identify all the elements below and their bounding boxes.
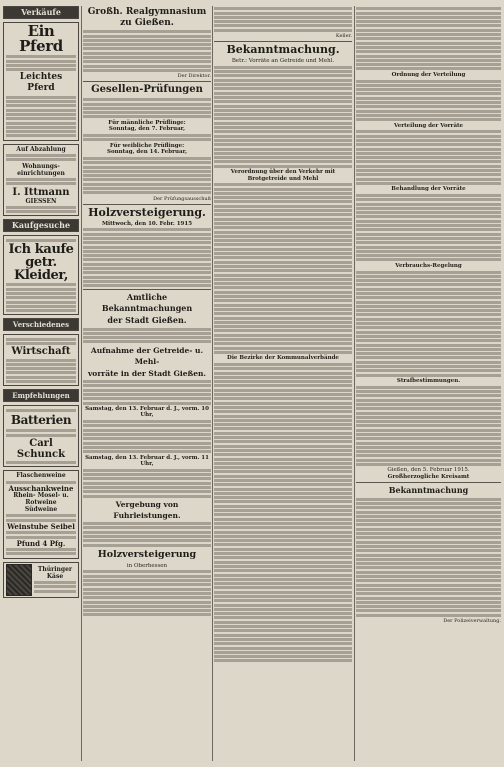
ad-text-block bbox=[6, 481, 76, 484]
notice-text bbox=[214, 7, 352, 31]
ad-batterien bbox=[3, 405, 79, 467]
ad-text-block bbox=[6, 429, 76, 436]
notices-column-4 bbox=[356, 6, 501, 761]
cheese-illustration bbox=[6, 564, 32, 596]
polizeiverwaltung-signature: Der Polizeiverwaltung. bbox=[443, 617, 501, 624]
giessen-label: GIESSEN bbox=[25, 197, 57, 205]
ad-weine bbox=[3, 470, 79, 558]
strafbestimmungen-heading: Strafbestimmungen. bbox=[396, 377, 461, 384]
divider bbox=[83, 204, 211, 205]
holzversteigerung-2-subtitle: in Oberhessen bbox=[126, 562, 168, 569]
notice-text bbox=[83, 380, 211, 404]
divider bbox=[83, 289, 211, 290]
samstag-11-uhr: Samstag, den 13. Februar d. J., vorm. 11 Uhr, bbox=[85, 454, 209, 467]
notice-text bbox=[83, 228, 211, 287]
vorraete-title: vorräte in der Stadt Gießen. bbox=[87, 368, 207, 378]
keller-signature: Keller. bbox=[335, 33, 352, 40]
sonntag-14-feb: Sonntag, den 14. Februar, bbox=[107, 149, 187, 156]
section-heading-verschiedenes bbox=[3, 318, 79, 331]
rhein-mosel-rotweine: Rhein- Mosel- u. Rotweine bbox=[13, 492, 69, 507]
notice-text bbox=[83, 420, 211, 453]
kaufgesuche-heading: Kaufgesuche bbox=[11, 220, 71, 231]
notice-text bbox=[83, 522, 211, 546]
auf-abzahlung: Auf Abzahlung bbox=[16, 145, 66, 153]
bekanntmachung-title: Bekanntmachung. bbox=[226, 43, 340, 57]
ich-kaufe-title: Ich kaufe getr. Kleider, bbox=[8, 242, 74, 284]
verbrauchsregelung-heading: Verbrauchs-Regelung bbox=[395, 262, 462, 269]
wirtschaft-title: Wirtschaft bbox=[11, 346, 71, 358]
notice-text bbox=[356, 271, 501, 377]
date-line: Gießen, den 5. Februar 1915. bbox=[387, 467, 470, 474]
carl-schunck: Carl Schunck bbox=[16, 437, 66, 460]
notice-text bbox=[83, 98, 211, 118]
section-heading-verkaeufe bbox=[3, 6, 79, 19]
leichtes-pferd-title: Leichtes Pferd bbox=[19, 72, 63, 94]
notice-text bbox=[214, 183, 352, 354]
ordnung-heading: Ordnung der Verteilung bbox=[391, 71, 466, 78]
gesellen-pruefungen-title: Gesellen-Prüfungen bbox=[91, 84, 203, 96]
notice-text bbox=[83, 328, 211, 344]
ad-text-block bbox=[6, 239, 76, 242]
ad-wirtschaft bbox=[3, 334, 79, 386]
classifieds-column bbox=[3, 6, 79, 761]
holzversteigerung-title: Holzversteigerung. bbox=[88, 205, 206, 219]
ad-ich-kaufe bbox=[3, 235, 79, 315]
ein-pferd-title: Ein Pferd bbox=[19, 22, 63, 55]
direktor-signature: Der Direktor. bbox=[177, 73, 211, 80]
verkaeufe-heading: Verkäufe bbox=[21, 7, 61, 17]
notice-text bbox=[83, 134, 211, 141]
notice-text bbox=[356, 386, 501, 466]
maennliche-pruefling-heading: Für männliche Prüflinge: bbox=[108, 119, 186, 126]
ad-text-block bbox=[6, 338, 76, 345]
thueringer-kaese: Thüringer Käse bbox=[37, 565, 73, 580]
samstag-10-uhr: Samstag, den 13. Februar d. J., vorm. 10 Uhr, bbox=[85, 405, 209, 419]
flaschenweine: Flaschenweine bbox=[16, 472, 66, 480]
section-heading-kaufgesuche bbox=[3, 219, 79, 232]
bekanntmachung-2-title: Bekanntmachung bbox=[388, 485, 469, 496]
ad-text-block bbox=[6, 461, 76, 464]
kreisamt-signature: Großherzogliche Kreisamt bbox=[387, 473, 470, 480]
suedweine: Südweine bbox=[24, 506, 58, 514]
ad-text-block bbox=[34, 581, 76, 593]
notice-text bbox=[83, 570, 211, 616]
notices-column-3 bbox=[214, 6, 352, 761]
holzversteigerung-date: Mittwoch, den 10. Febr. 1915 bbox=[101, 220, 193, 227]
empfehlungen-heading: Empfehlungen bbox=[12, 391, 70, 401]
section-heading-empfehlungen bbox=[3, 389, 79, 402]
behandlung-heading: Behandlung der Vorräte bbox=[391, 186, 466, 193]
weibliche-pruefling-heading: Für weibliche Prüflinge: bbox=[109, 142, 185, 149]
aufnahme-title: Aufnahme der Getreide- u. Mehl- bbox=[90, 345, 204, 366]
ad-text-block bbox=[6, 178, 76, 185]
ad-text-block bbox=[6, 548, 76, 555]
ad-ittmann bbox=[3, 144, 79, 217]
verschiedenes-heading: Verschiedenes bbox=[12, 320, 70, 330]
pruefungsausschuss-signature: Der Prüfungsausschuß bbox=[153, 195, 211, 202]
vergebung-fuhrleistungen-title: Vergebung von Fuhrleistungen. bbox=[113, 499, 181, 520]
notice-text bbox=[356, 498, 501, 617]
divider bbox=[83, 81, 211, 82]
notice-text bbox=[356, 7, 501, 70]
ad-text-block bbox=[6, 514, 76, 521]
pfund-price: Pfund 4 Pfg. bbox=[16, 538, 66, 548]
column-rule bbox=[81, 6, 82, 761]
divider bbox=[214, 41, 352, 42]
ausschankweine: Ausschankweine bbox=[8, 484, 74, 494]
ad-text-block bbox=[6, 283, 76, 312]
notice-text bbox=[356, 130, 501, 185]
ittmann-name: I. Ittmann bbox=[12, 186, 70, 198]
notice-text bbox=[83, 30, 211, 72]
ad-text-block bbox=[6, 206, 76, 213]
realgymnasium-heading: Großh. Realgymnasium zu Gießen. bbox=[87, 7, 207, 28]
verteilung-heading: Verteilung der Vorräte bbox=[393, 122, 464, 129]
verordnung-heading: Verordnung über den Verkehr mit Brotgetreide und Mehl bbox=[230, 169, 336, 182]
column-rule bbox=[354, 6, 355, 761]
ad-thueringer-kaese bbox=[3, 562, 79, 598]
column-rule bbox=[212, 6, 213, 761]
stadt-giessen-subtitle: der Stadt Gießen. bbox=[107, 315, 187, 326]
notice-text bbox=[214, 66, 352, 168]
notice-text bbox=[214, 363, 352, 662]
wohnungseinrichtungen: Wohnungs-einrichtungen bbox=[17, 162, 65, 177]
bekanntmachung-subtitle: Betr.: Vorräte an Getreide und Mehl. bbox=[231, 58, 335, 65]
ad-text-block bbox=[6, 96, 76, 138]
kommunalverbaende-heading: Die Bezirke der Kommunalverbände bbox=[227, 355, 339, 362]
batterien-title: Batterien bbox=[10, 412, 72, 427]
notice-text bbox=[356, 80, 501, 122]
notice-text bbox=[83, 469, 211, 498]
notice-text bbox=[83, 157, 211, 194]
amtliche-bekanntmachungen-title: Amtliche Bekanntmachungen bbox=[101, 292, 193, 314]
ad-text-block bbox=[6, 359, 76, 383]
ad-ein-pferd bbox=[3, 22, 79, 141]
notice-text bbox=[356, 194, 501, 261]
ad-text-block bbox=[6, 409, 76, 412]
notices-column-2 bbox=[83, 6, 211, 761]
ad-text-block bbox=[6, 154, 76, 161]
divider bbox=[356, 482, 501, 483]
holzversteigerung-2-title: Holzversteigerung bbox=[97, 548, 197, 560]
ad-text-block bbox=[6, 531, 76, 538]
ad-text-block bbox=[6, 55, 76, 71]
weinstube-seibel: Weinstube Seibel bbox=[7, 521, 75, 531]
sonntag-7-feb: Sonntag, den 7. Februar, bbox=[108, 126, 186, 133]
